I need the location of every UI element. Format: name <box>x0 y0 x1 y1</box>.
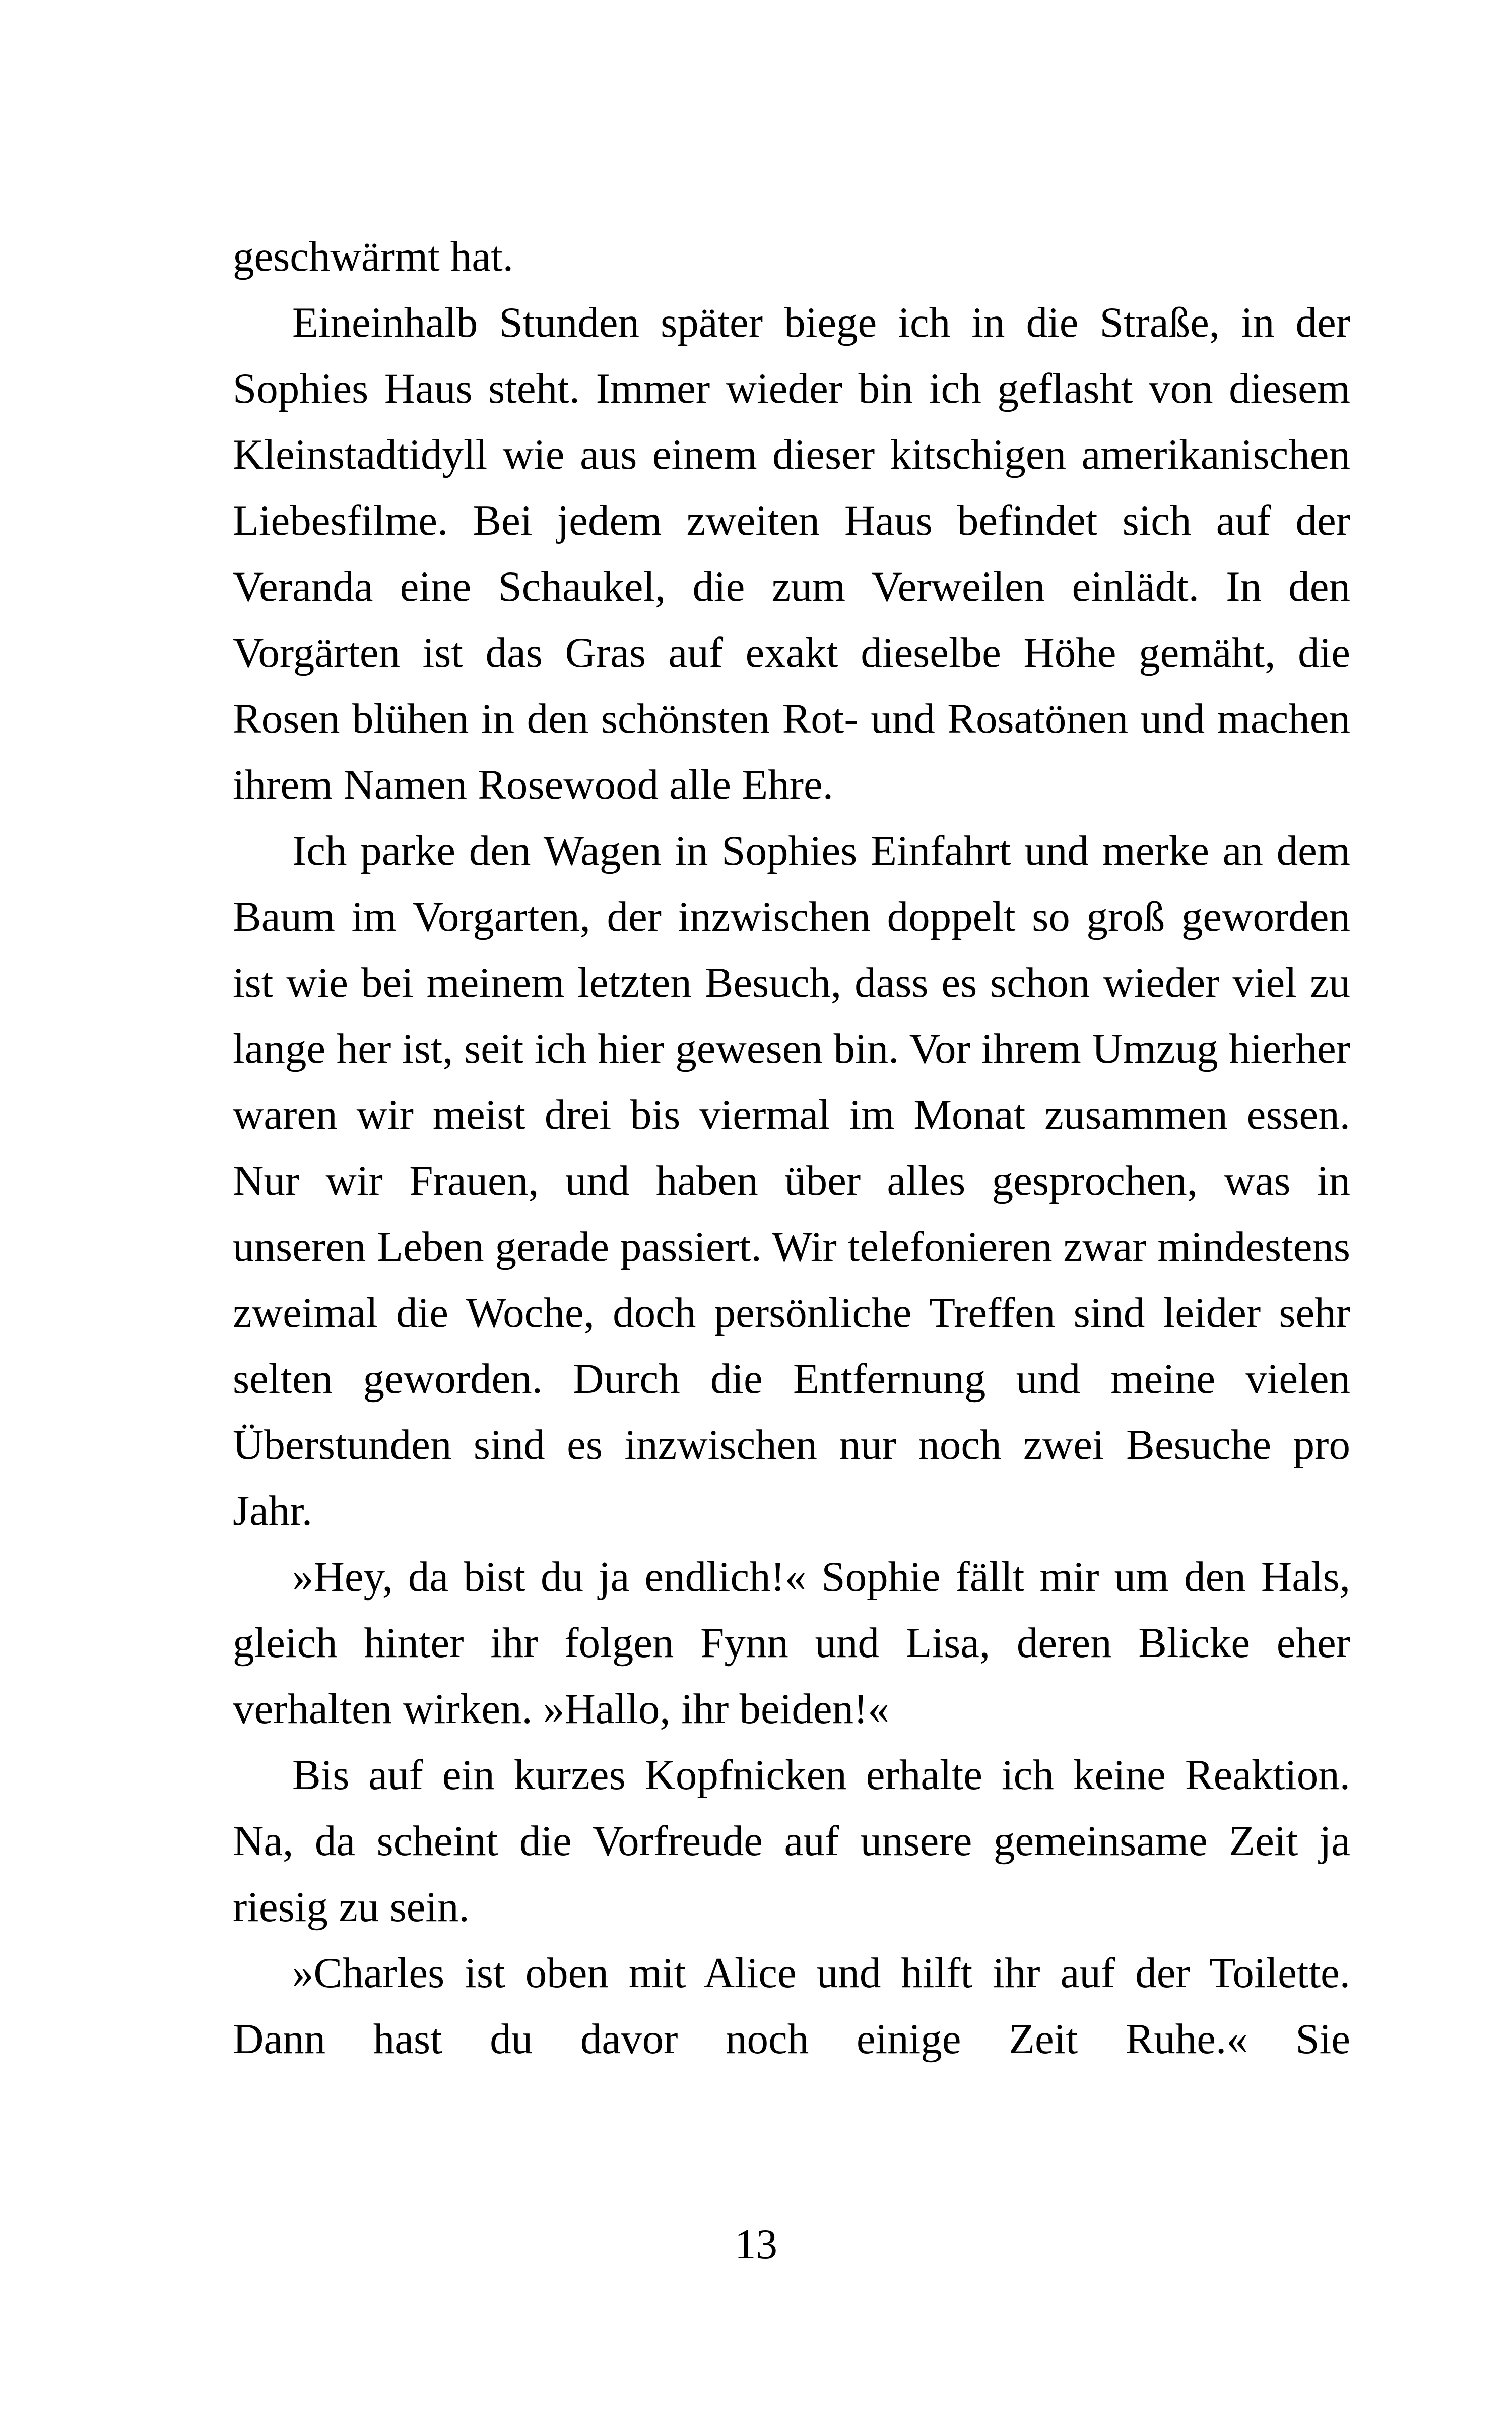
paragraph-1: geschwärmt hat. <box>233 233 514 280</box>
page-number: 13 <box>735 2220 777 2268</box>
paragraph-2: Eineinhalb Stunden später biege ich in die Straße, in der Sophies Haus steht. Immer wieder bin ich geflasht von diesem Kleinstadtidyll wie aus einem dieser kitschigen amerikanischen Liebesfilme. Bei jedem zweiten Haus befindet sich auf der Veranda eine Schaukel, die zum Verweilen einlädt. In den Vorgärten ist das Gras auf exakt dieselbe Höhe gemäht, die Rosen blühen in den schönsten Rot- und Rosatönen und machen ihrem Namen Rosewood alle Ehre. <box>233 299 1350 808</box>
body-text <box>233 224 1350 2072</box>
paragraph-3: Ich parke den Wagen in Sophies Einfahrt und merke an dem Baum im Vorgarten, der inzwischen doppelt so groß geworden ist wie bei meinem letzten Besuch, dass es schon wieder viel zu lange her ist, seit ich hier gewesen bin. Vor ihrem Umzug hierher waren wir meist drei bis viermal im Monat zusammen essen. Nur wir Frauen, und haben über alles gesprochen, was in unseren Leben gerade passiert. Wir telefonieren zwar mindestens zweimal die Woche, doch persönliche Treffen sind leider sehr selten geworden. Durch die Entfernung und meine vielen Überstunden sind es inzwischen nur noch zwei Besuche pro Jahr. <box>233 827 1350 1535</box>
paragraph-6: »Charles ist oben mit Alice und hilft ihr auf der Toilette. Dann hast du davor noch einige Zeit Ruhe.« Sie <box>233 1949 1350 2063</box>
paragraph-4: »Hey, da bist du ja endlich!« Sophie fällt mir um den Hals, gleich hinter ihr folgen Fynn und Lisa, deren Blicke eher verhalten wirken. »Hallo, ihr beiden!« <box>233 1553 1350 1733</box>
paragraph-5: Bis auf ein kurzes Kopfnicken erhalte ich keine Reaktion. Na, da scheint die Vorfreude auf unsere gemeinsame Zeit ja riesig zu sein. <box>233 1751 1350 1931</box>
